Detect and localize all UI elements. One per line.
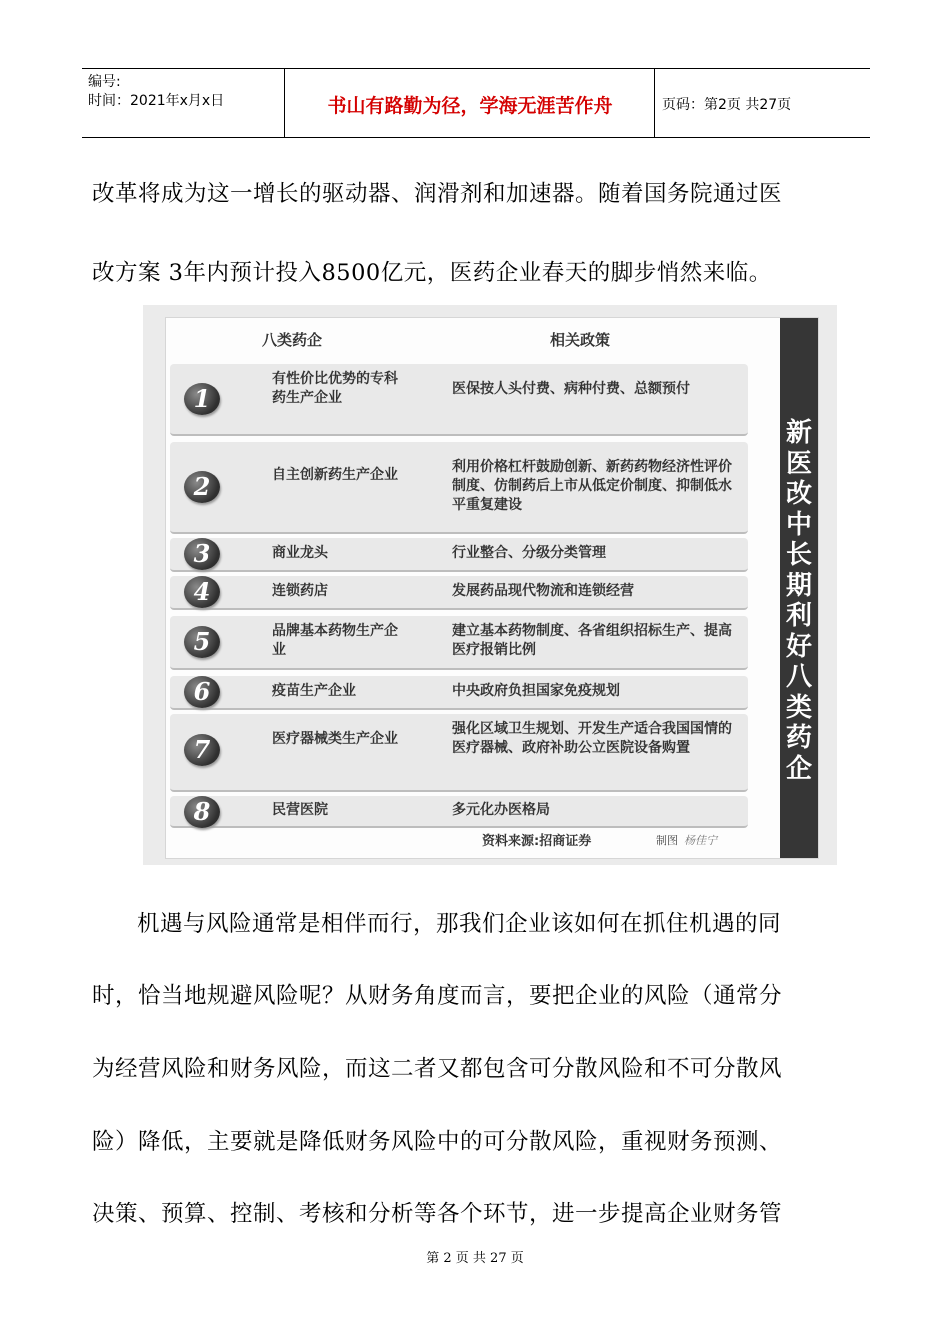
paragraph-line: 险）降低，主要就是降低财务风险中的可分散风险，重视财务预测、 — [92, 1129, 783, 1155]
header-meta — [88, 73, 224, 111]
policy-cell: 医保按人头付费、病种付费、总额预付 — [452, 381, 690, 397]
policy-cell: 多元化办医格局 — [452, 802, 550, 818]
table-row — [170, 538, 748, 572]
maker-label: 制图 — [656, 834, 678, 847]
paragraph-line: 为经营风险和财务风险，而这二者又都包含可分散风险和不可分散风 — [92, 1056, 783, 1082]
number-badge: 2 — [184, 471, 220, 503]
header-motto: 书山有路勤为径，学海无涯苦作舟 — [327, 95, 613, 117]
header-divider — [284, 69, 285, 137]
header-page-info: 页码：第2页 共27页 — [662, 97, 792, 113]
table-row — [170, 616, 748, 670]
number-badge: 4 — [184, 576, 220, 608]
figure-maker — [656, 832, 717, 848]
figure-header-row — [166, 318, 756, 356]
number-badge: 5 — [184, 626, 220, 658]
table-row — [170, 364, 748, 436]
category-cell: 民营医院 — [272, 802, 328, 818]
table-row — [170, 442, 748, 534]
header-divider — [654, 69, 655, 137]
date-label: 时间：2021年x月x日 — [88, 93, 225, 109]
paragraph-line: 改革将成为这一增长的驱动器、润滑剂和加速器。随着国务院通过医 — [92, 181, 783, 207]
figure-side-title-bar — [780, 318, 818, 858]
figure-side-title: 新医改中长期利好八类药企 — [785, 418, 812, 784]
maker-signature: 杨佳宁 — [684, 834, 717, 847]
category-cell: 医疗器械类生产企业 — [272, 731, 398, 747]
table-row — [170, 576, 748, 610]
policy-cell: 发展药品现代物流和连锁经营 — [452, 583, 634, 599]
policy-cell: 建立基本药物制度、各省组织招标生产、提高医疗报销比例 — [452, 623, 732, 658]
policy-cell: 强化区域卫生规划、开发生产适合我国国情的医疗器械、政府补助公立医院设备购置 — [452, 721, 732, 756]
paragraph-line: 决策、预算、控制、考核和分析等各个环节，进一步提高企业财务管 — [92, 1201, 783, 1227]
policy-cell: 利用价格杠杆鼓励创新、新药药物经济性评价制度、仿制药后上市从低定价制度、抑制低水平重复建设 — [452, 459, 732, 513]
page-header — [82, 68, 870, 138]
paragraph-line: 机遇与风险通常是相伴而行，那我们企业该如何在抓住机遇的同 — [137, 911, 782, 937]
policy-figure — [143, 305, 837, 865]
number-badge: 3 — [184, 538, 220, 570]
table-row — [170, 796, 748, 828]
policy-cell: 中央政府负担国家免疫规划 — [452, 683, 620, 699]
number-badge: 7 — [184, 734, 220, 766]
column-header-category: 八类药企 — [262, 331, 323, 349]
category-cell: 有性价比优势的专科药生产企业 — [272, 371, 398, 406]
figure-source: 资料来源:招商证券 — [482, 834, 592, 849]
figure-panel — [165, 317, 819, 859]
number-badge: 1 — [184, 383, 220, 415]
table-row — [170, 714, 748, 792]
table-row — [170, 676, 748, 710]
paragraph-line: 时，恰当地规避风险呢？从财务角度而言，要把企业的风险（通常分 — [92, 983, 783, 1009]
category-cell: 品牌基本药物生产企业 — [272, 623, 398, 658]
column-header-policy: 相关政策 — [550, 331, 611, 349]
code-label: 编号: — [88, 74, 121, 90]
policy-cell: 行业整合、分级分类管理 — [452, 545, 606, 561]
number-badge: 8 — [184, 796, 220, 828]
category-cell: 疫苗生产企业 — [272, 683, 356, 699]
number-badge: 6 — [184, 676, 220, 708]
category-cell: 商业龙头 — [272, 545, 328, 561]
page-footer: 第 2 页 共 27 页 — [426, 1251, 524, 1266]
category-cell: 自主创新药生产企业 — [272, 467, 398, 483]
category-cell: 连锁药店 — [272, 583, 328, 599]
paragraph-line: 改方案 3年内预计投入8500亿元，医药企业春天的脚步悄然来临。 — [92, 260, 772, 286]
